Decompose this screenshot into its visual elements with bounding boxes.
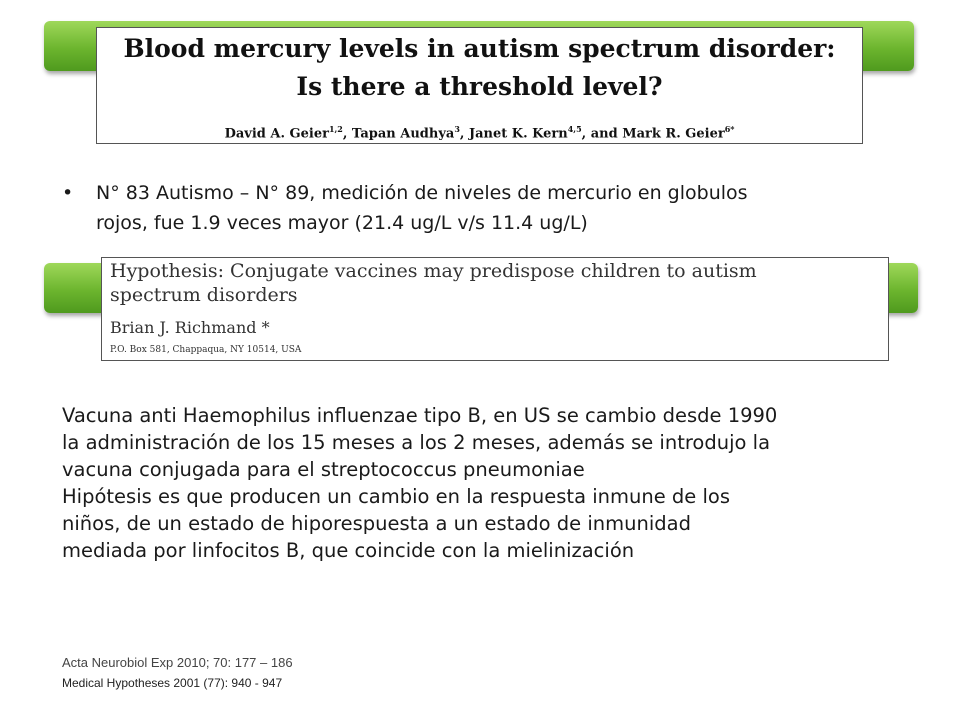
paper-2-title-line-2: spectrum disorders	[110, 284, 298, 306]
paper-1-title-line-1: Blood mercury levels in autism spectrum disorder:	[123, 34, 836, 63]
body-line-5: niños, de un estado de hiporespuesta a un estado de inmunidad	[62, 512, 691, 535]
paper-1-author-affiliation: 4,5	[567, 124, 582, 134]
paper-1-author-name: Janet K. Kern	[468, 126, 568, 142]
body-line-4: Hipótesis es que producen un cambio en la respuesta inmune de los	[62, 485, 730, 508]
paper-2-title-line-1: Hypothesis: Conjugate vaccines may predispose children to autism	[110, 260, 757, 282]
paper-1-author-affiliation: 6*	[724, 124, 735, 134]
bullet-item	[62, 178, 942, 238]
paper-1-author-name: Tapan Audhya	[351, 126, 455, 142]
paper-1-author-separator: , and	[581, 126, 623, 142]
body-line-3: vacuna conjugada para el streptococcus pneumoniae	[62, 458, 585, 481]
paper-1-author-name: David A. Geier	[224, 126, 329, 142]
body-line-6: mediada por linfocitos B, que coincide con la mielinización	[62, 539, 635, 562]
bullet-text-line-2: rojos, fue 1.9 veces mayor (21.4 ug/L v/s 11.4 ug/L)	[96, 212, 588, 234]
paper-header-1	[96, 27, 863, 144]
body-line-1: Vacuna anti Haemophilus influenzae tipo B, en US se cambio desde 1990	[62, 404, 778, 427]
paper-2-author: Brian J. Richmand *	[110, 318, 270, 337]
bullet-icon: •	[62, 182, 74, 204]
paper-1-author-name: Mark R. Geier	[622, 126, 725, 142]
paper-2-address: P.O. Box 581, Chappaqua, NY 10514, USA	[110, 345, 302, 355]
paper-1-author-separator: ,	[342, 126, 352, 142]
paper-1-authors	[97, 124, 862, 141]
body-paragraph	[62, 402, 942, 564]
paper-1-author-affiliation: 1,2	[328, 124, 343, 134]
reference-2: Medical Hypotheses 2001 (77): 940 - 947	[62, 676, 283, 690]
paper-1-title-line-2: Is there a threshold level?	[296, 72, 663, 101]
paper-header-2	[101, 257, 889, 361]
paper-1-author-separator: ,	[459, 126, 469, 142]
reference-1: Acta Neurobiol Exp 2010; 70: 177 – 186	[62, 655, 293, 670]
body-line-2: la administración de los 15 meses a los 2 meses, además se introdujo la	[62, 431, 771, 454]
bullet-text-line-1: N° 83 Autismo – N° 89, medición de niveles de mercurio en globulos	[96, 182, 748, 204]
paper-1-author-affiliation: 3	[454, 124, 460, 134]
